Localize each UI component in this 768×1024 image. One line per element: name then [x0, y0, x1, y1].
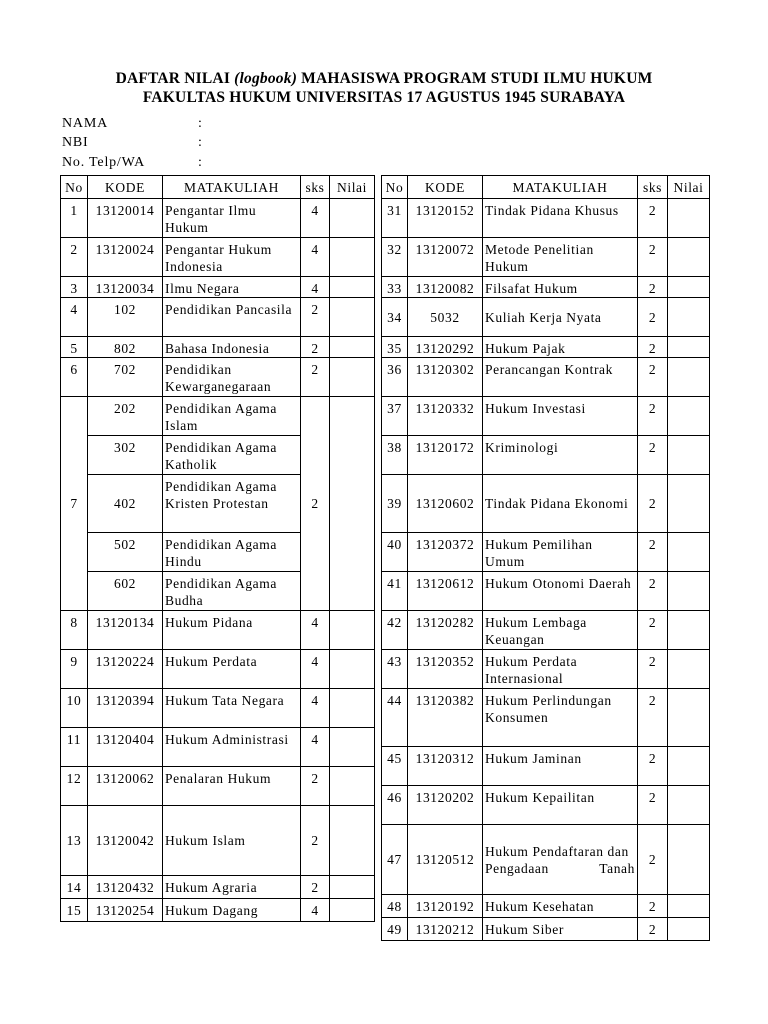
- course-sks: 2: [638, 572, 668, 611]
- table-row: [61, 806, 375, 876]
- table-row: [382, 747, 710, 786]
- course-name: Perancangan Kontrak: [483, 358, 638, 397]
- course-sks: 2: [638, 298, 668, 337]
- row-number: 31: [382, 199, 408, 238]
- course-sks: 2: [301, 767, 330, 806]
- course-name: Hukum Kesehatan: [483, 895, 638, 918]
- course-code: 13120082: [408, 277, 483, 298]
- course-sks: 2: [638, 786, 668, 825]
- row-number: 34: [382, 298, 408, 337]
- table-row: [382, 895, 710, 918]
- row-number: 47: [382, 825, 408, 895]
- nilai-cell[interactable]: [330, 358, 375, 397]
- course-code: 13120282: [408, 611, 483, 650]
- course-sks: 2: [638, 650, 668, 689]
- course-code: 13120292: [408, 337, 483, 358]
- row-number: 48: [382, 895, 408, 918]
- course-code: 13120212: [408, 918, 483, 941]
- course-name: Ilmu Negara: [163, 277, 301, 298]
- course-sks: 2: [638, 358, 668, 397]
- nilai-cell[interactable]: [330, 767, 375, 806]
- course-sks: 2: [638, 199, 668, 238]
- table-row: [382, 436, 710, 475]
- field-colon: :: [198, 135, 202, 150]
- row-number: 44: [382, 689, 408, 747]
- table-row: [382, 825, 710, 895]
- table-row: [382, 650, 710, 689]
- row-number: 42: [382, 611, 408, 650]
- row-number: 46: [382, 786, 408, 825]
- nilai-cell[interactable]: [668, 689, 710, 747]
- nilai-cell[interactable]: [330, 650, 375, 689]
- nilai-cell[interactable]: [668, 611, 710, 650]
- table-row: [61, 728, 375, 767]
- course-sks: 2: [638, 533, 668, 572]
- course-sks: 2: [638, 475, 668, 533]
- table-row: [61, 876, 375, 899]
- column-header-matakuliah: MATAKULIAH: [483, 176, 638, 199]
- course-name: Hukum Agraria: [163, 876, 301, 899]
- course-code: 13120602: [408, 475, 483, 533]
- row-number: 10: [61, 689, 88, 728]
- course-code: 13120312: [408, 747, 483, 786]
- course-sks: 4: [301, 199, 330, 238]
- row-number: 40: [382, 533, 408, 572]
- course-code: 13120192: [408, 895, 483, 918]
- field-colon: :: [198, 116, 202, 131]
- course-sks: 4: [301, 899, 330, 922]
- nilai-cell[interactable]: [668, 337, 710, 358]
- course-sks: 2: [638, 747, 668, 786]
- table-row: [61, 899, 375, 922]
- row-number: 49: [382, 918, 408, 941]
- course-code: 13120512: [408, 825, 483, 895]
- row-number: 12: [61, 767, 88, 806]
- row-number: 14: [61, 876, 88, 899]
- nilai-cell[interactable]: [330, 277, 375, 298]
- nilai-cell[interactable]: [668, 199, 710, 238]
- course-code: 702: [88, 358, 163, 397]
- course-code: 13120062: [88, 767, 163, 806]
- nilai-cell[interactable]: [330, 199, 375, 238]
- course-code: 13120224: [88, 650, 163, 689]
- course-sks: 2: [638, 436, 668, 475]
- course-sks: 4: [301, 611, 330, 650]
- course-name: Hukum Siber: [483, 918, 638, 941]
- course-name: Hukum Administrasi: [163, 728, 301, 767]
- course-name: Tindak Pidana Ekonomi: [483, 475, 638, 533]
- course-code: 13120034: [88, 277, 163, 298]
- row-number: 45: [382, 747, 408, 786]
- table-row: [61, 238, 375, 277]
- course-name: Pendidikan Agama Islam: [163, 397, 301, 436]
- table-row: [382, 572, 710, 611]
- row-number: 1: [61, 199, 88, 238]
- column-header-sks: sks: [301, 176, 330, 199]
- nilai-cell[interactable]: [668, 895, 710, 918]
- course-sks: 2: [638, 895, 668, 918]
- course-code: 13120404: [88, 728, 163, 767]
- field-label-nbi: NBI: [62, 135, 89, 150]
- table-row: [382, 475, 710, 533]
- grade-table-right: [381, 175, 710, 941]
- course-name: Bahasa Indonesia: [163, 337, 301, 358]
- course-name: Penalaran Hukum: [163, 767, 301, 806]
- table-row: [382, 611, 710, 650]
- nilai-cell[interactable]: [668, 436, 710, 475]
- table-row: [382, 533, 710, 572]
- nilai-cell[interactable]: [330, 298, 375, 337]
- row-number: 35: [382, 337, 408, 358]
- course-sks: 2: [638, 337, 668, 358]
- nilai-cell[interactable]: [668, 572, 710, 611]
- course-code: 13120352: [408, 650, 483, 689]
- nilai-cell[interactable]: [668, 298, 710, 337]
- course-name: Metode Penelitian Hukum: [483, 238, 638, 277]
- nilai-cell[interactable]: [330, 397, 375, 611]
- course-name: Pengantar Ilmu Hukum: [163, 199, 301, 238]
- table-header-row: [61, 176, 375, 199]
- course-sks: 2: [301, 876, 330, 899]
- document-title-line2: FAKULTAS HUKUM UNIVERSITAS 17 AGUSTUS 1945 SURABAYA: [142, 89, 626, 106]
- course-sks: 2: [638, 277, 668, 298]
- column-header-nilai: Nilai: [330, 176, 375, 199]
- course-code: 13120042: [88, 806, 163, 876]
- table-row: [61, 358, 375, 397]
- course-name: Kuliah Kerja Nyata: [483, 298, 638, 337]
- row-number: 13: [61, 806, 88, 876]
- row-number: 3: [61, 277, 88, 298]
- column-header-sks: sks: [638, 176, 668, 199]
- row-number: 39: [382, 475, 408, 533]
- course-code: 13120332: [408, 397, 483, 436]
- nilai-cell[interactable]: [330, 728, 375, 767]
- course-sks: 2: [301, 806, 330, 876]
- course-name: Pendidikan Agama Kristen Protestan: [163, 475, 301, 533]
- course-sks: 4: [301, 689, 330, 728]
- nilai-cell[interactable]: [668, 918, 710, 941]
- course-code: 13120152: [408, 199, 483, 238]
- nilai-cell[interactable]: [668, 397, 710, 436]
- nilai-cell[interactable]: [330, 806, 375, 876]
- table-row: [382, 337, 710, 358]
- table-row: [61, 298, 375, 337]
- course-sks: 2: [638, 397, 668, 436]
- nilai-cell[interactable]: [668, 238, 710, 277]
- nilai-cell[interactable]: [330, 876, 375, 899]
- course-sks: 4: [301, 238, 330, 277]
- column-header-kode: KODE: [408, 176, 483, 199]
- course-sks: 4: [301, 277, 330, 298]
- course-name: Hukum Pajak: [483, 337, 638, 358]
- course-code: 13120072: [408, 238, 483, 277]
- course-name: Hukum Otonomi Daerah: [483, 572, 638, 611]
- column-header-nilai: Nilai: [668, 176, 710, 199]
- course-code: 13120254: [88, 899, 163, 922]
- row-number: 41: [382, 572, 408, 611]
- course-code: 13120202: [408, 786, 483, 825]
- course-code: 5032: [408, 298, 483, 337]
- course-code: 13120382: [408, 689, 483, 747]
- nilai-cell[interactable]: [330, 238, 375, 277]
- course-name: Hukum Jaminan: [483, 747, 638, 786]
- course-name: Pengantar Hukum Indonesia: [163, 238, 301, 277]
- course-sks: 2: [301, 337, 330, 358]
- row-number: 33: [382, 277, 408, 298]
- nilai-cell[interactable]: [330, 611, 375, 650]
- nilai-cell[interactable]: [330, 899, 375, 922]
- course-name: Tindak Pidana Khusus: [483, 199, 638, 238]
- grade-table-left: [60, 175, 375, 922]
- row-number: 6: [61, 358, 88, 397]
- row-number: 4: [61, 298, 88, 337]
- course-name: Hukum Kepailitan: [483, 786, 638, 825]
- course-name: Hukum Perlindungan Konsumen: [483, 689, 638, 747]
- table-row: [382, 918, 710, 941]
- course-code: 602: [88, 572, 163, 611]
- field-colon: :: [198, 155, 202, 170]
- course-code: 102: [88, 298, 163, 337]
- course-name: Pendidikan Agama Hindu: [163, 533, 301, 572]
- field-label-telp: No. Telp/WA: [62, 155, 145, 170]
- course-sks: 2: [638, 825, 668, 895]
- course-name: Hukum Pidana: [163, 611, 301, 650]
- row-number: 8: [61, 611, 88, 650]
- row-number: 9: [61, 650, 88, 689]
- nilai-cell[interactable]: [330, 337, 375, 358]
- table-row: [382, 199, 710, 238]
- table-row: [61, 650, 375, 689]
- table-row: [382, 238, 710, 277]
- course-name: Pendidikan Pancasila: [163, 298, 301, 337]
- table-row: [382, 298, 710, 337]
- course-name: Hukum Perdata: [163, 650, 301, 689]
- row-number: 37: [382, 397, 408, 436]
- field-label-nama: NAMA: [62, 116, 108, 131]
- course-code: 502: [88, 533, 163, 572]
- course-sks: 2: [638, 611, 668, 650]
- course-sks: 2: [638, 918, 668, 941]
- course-sks: 4: [301, 728, 330, 767]
- table-row: [61, 277, 375, 298]
- column-header-matakuliah: MATAKULIAH: [163, 176, 301, 199]
- table-row: [382, 786, 710, 825]
- row-number: 38: [382, 436, 408, 475]
- document-title-line1: DAFTAR NILAI (logbook) MAHASISWA PROGRAM STUDI ILMU HUKUM: [115, 70, 653, 87]
- course-code: 802: [88, 337, 163, 358]
- course-name: Hukum Pendaftaran dan Pengadaan Tanah: [483, 825, 638, 895]
- row-number: 2: [61, 238, 88, 277]
- course-name: Hukum Investasi: [483, 397, 638, 436]
- table-row: [61, 689, 375, 728]
- course-name: Filsafat Hukum: [483, 277, 638, 298]
- course-sks: 4: [301, 650, 330, 689]
- nilai-cell[interactable]: [668, 475, 710, 533]
- table-row: [61, 337, 375, 358]
- course-name: Kriminologi: [483, 436, 638, 475]
- course-sks: 2: [638, 689, 668, 747]
- course-sks: 2: [301, 358, 330, 397]
- course-code: 202: [88, 397, 163, 436]
- table-row: [61, 611, 375, 650]
- course-code: 13120134: [88, 611, 163, 650]
- course-code: 13120372: [408, 533, 483, 572]
- course-name: Hukum Dagang: [163, 899, 301, 922]
- row-number: 43: [382, 650, 408, 689]
- course-code: 13120024: [88, 238, 163, 277]
- column-header-no: No: [61, 176, 88, 199]
- course-name: Pendidikan Kewarganegaraan: [163, 358, 301, 397]
- nilai-cell[interactable]: [668, 277, 710, 298]
- course-sks: 2: [301, 298, 330, 337]
- nilai-cell[interactable]: [668, 825, 710, 895]
- row-number: 11: [61, 728, 88, 767]
- nilai-cell[interactable]: [668, 650, 710, 689]
- row-number: 5: [61, 337, 88, 358]
- course-name: Hukum Pemilihan Umum: [483, 533, 638, 572]
- row-number: 36: [382, 358, 408, 397]
- column-header-no: No: [382, 176, 408, 199]
- table-row: [61, 767, 375, 806]
- course-code: 13120014: [88, 199, 163, 238]
- table-row: [61, 397, 375, 436]
- course-code: 13120172: [408, 436, 483, 475]
- nilai-cell[interactable]: [668, 358, 710, 397]
- course-name: Hukum Lembaga Keuangan: [483, 611, 638, 650]
- row-number: 15: [61, 899, 88, 922]
- column-header-kode: KODE: [88, 176, 163, 199]
- course-name: Hukum Islam: [163, 806, 301, 876]
- row-number: 7: [61, 397, 88, 611]
- course-name: Hukum Perdata Internasional: [483, 650, 638, 689]
- table-row: [382, 397, 710, 436]
- table-row: [382, 277, 710, 298]
- nilai-cell[interactable]: [668, 786, 710, 825]
- table-row: [382, 689, 710, 747]
- course-code: 13120432: [88, 876, 163, 899]
- course-name: Pendidikan Agama Budha: [163, 572, 301, 611]
- table-header-row: [382, 176, 710, 199]
- nilai-cell[interactable]: [668, 533, 710, 572]
- course-code: 13120302: [408, 358, 483, 397]
- course-code: 302: [88, 436, 163, 475]
- nilai-cell[interactable]: [668, 747, 710, 786]
- table-row: [61, 199, 375, 238]
- course-code: 13120394: [88, 689, 163, 728]
- nilai-cell[interactable]: [330, 689, 375, 728]
- course-name: Pendidikan Agama Katholik: [163, 436, 301, 475]
- table-row: [382, 358, 710, 397]
- course-code: 13120612: [408, 572, 483, 611]
- course-code: 402: [88, 475, 163, 533]
- course-sks: 2: [638, 238, 668, 277]
- course-name: Hukum Tata Negara: [163, 689, 301, 728]
- course-sks: 2: [301, 397, 330, 611]
- row-number: 32: [382, 238, 408, 277]
